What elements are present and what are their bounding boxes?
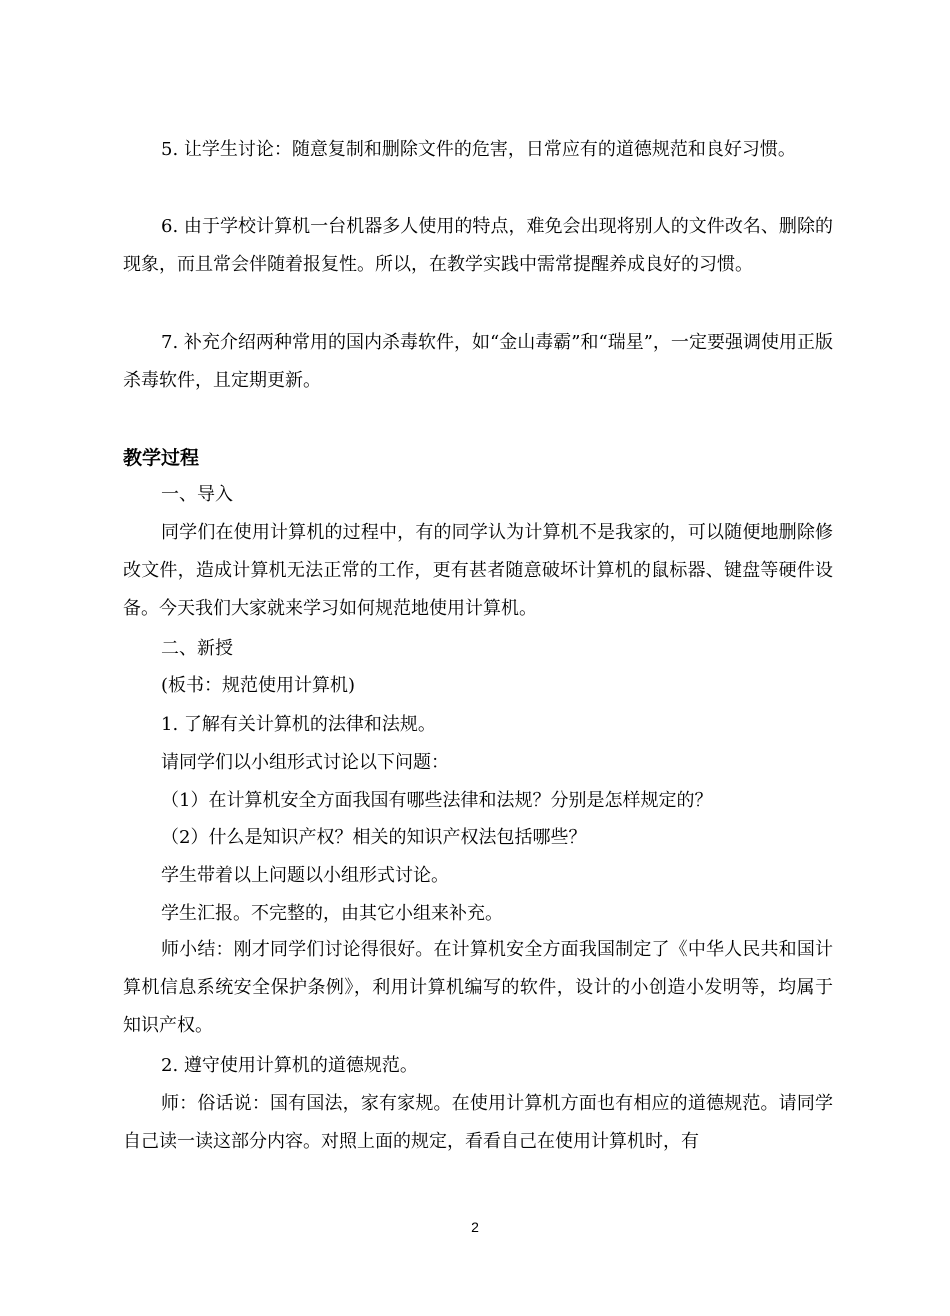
paragraph-item-7: 7. 补充介绍两种常用的国内杀毒软件，如“金山毒霸”和“瑞星”，一定要强调使用正版杀毒软件，且定期更新。 — [123, 332, 833, 391]
new-lesson-title: 二、新授 — [161, 638, 233, 659]
paragraph-item-6: 6. 由于学校计算机一台机器多人使用的特点，难免会出现将别人的文件改名、删除的现象，而且常会伴随着报复性。所以，在教学实践中需常提醒养成良好的习惯。 — [123, 216, 833, 275]
teacher-summary: 师小结：刚才同学们讨论得很好。在计算机安全方面我国制定了《中华人民共和国计算机信息系统安全保护条例》，利用计算机编写的软件，设计的小创造小发明等，均属于知识产权。 — [123, 939, 833, 1036]
page-number: 2 — [471, 1219, 479, 1235]
discussion-note: 学生带着以上问题以小组形式讨论。 — [161, 865, 449, 886]
section-heading: 教学过程 — [123, 447, 200, 469]
board-writing: (板书：规范使用计算机) — [161, 675, 356, 696]
question-2: （2）什么是知识产权？相关的知识产权法包括哪些？ — [161, 827, 587, 848]
discussion-prompt: 请同学们以小组形式讨论以下问题： — [161, 752, 449, 773]
intro-paragraph: 同学们在使用计算机的过程中，有的同学认为计算机不是我家的，可以随便地删除修改文件，造成计算机无法正常的工作，更有甚者随意破坏计算机的鼠标器、键盘等硬件设备。今天我们大家就来学习如何规范地使用计算机。 — [123, 522, 833, 619]
teacher-paragraph: 师：俗话说：国有国法，家有家规。在使用计算机方面也有相应的道德规范。请同学自己读一读这部分内容。对照上面的规定，看看自己在使用计算机时，有 — [123, 1093, 833, 1152]
item-2-title: 2. 遵守使用计算机的道德规范。 — [161, 1055, 418, 1076]
paragraph-item-5: 5. 让学生讨论：随意复制和删除文件的危害，日常应有的道德规范和良好习惯。 — [161, 139, 796, 160]
question-1: （1）在计算机安全方面我国有哪些法律和法规？分别是怎样规定的？ — [161, 790, 713, 811]
intro-title: 一、导入 — [161, 484, 233, 505]
item-1-title: 1. 了解有关计算机的法律和法规。 — [161, 714, 436, 735]
report-note: 学生汇报。不完整的，由其它小组来补充。 — [161, 903, 503, 924]
